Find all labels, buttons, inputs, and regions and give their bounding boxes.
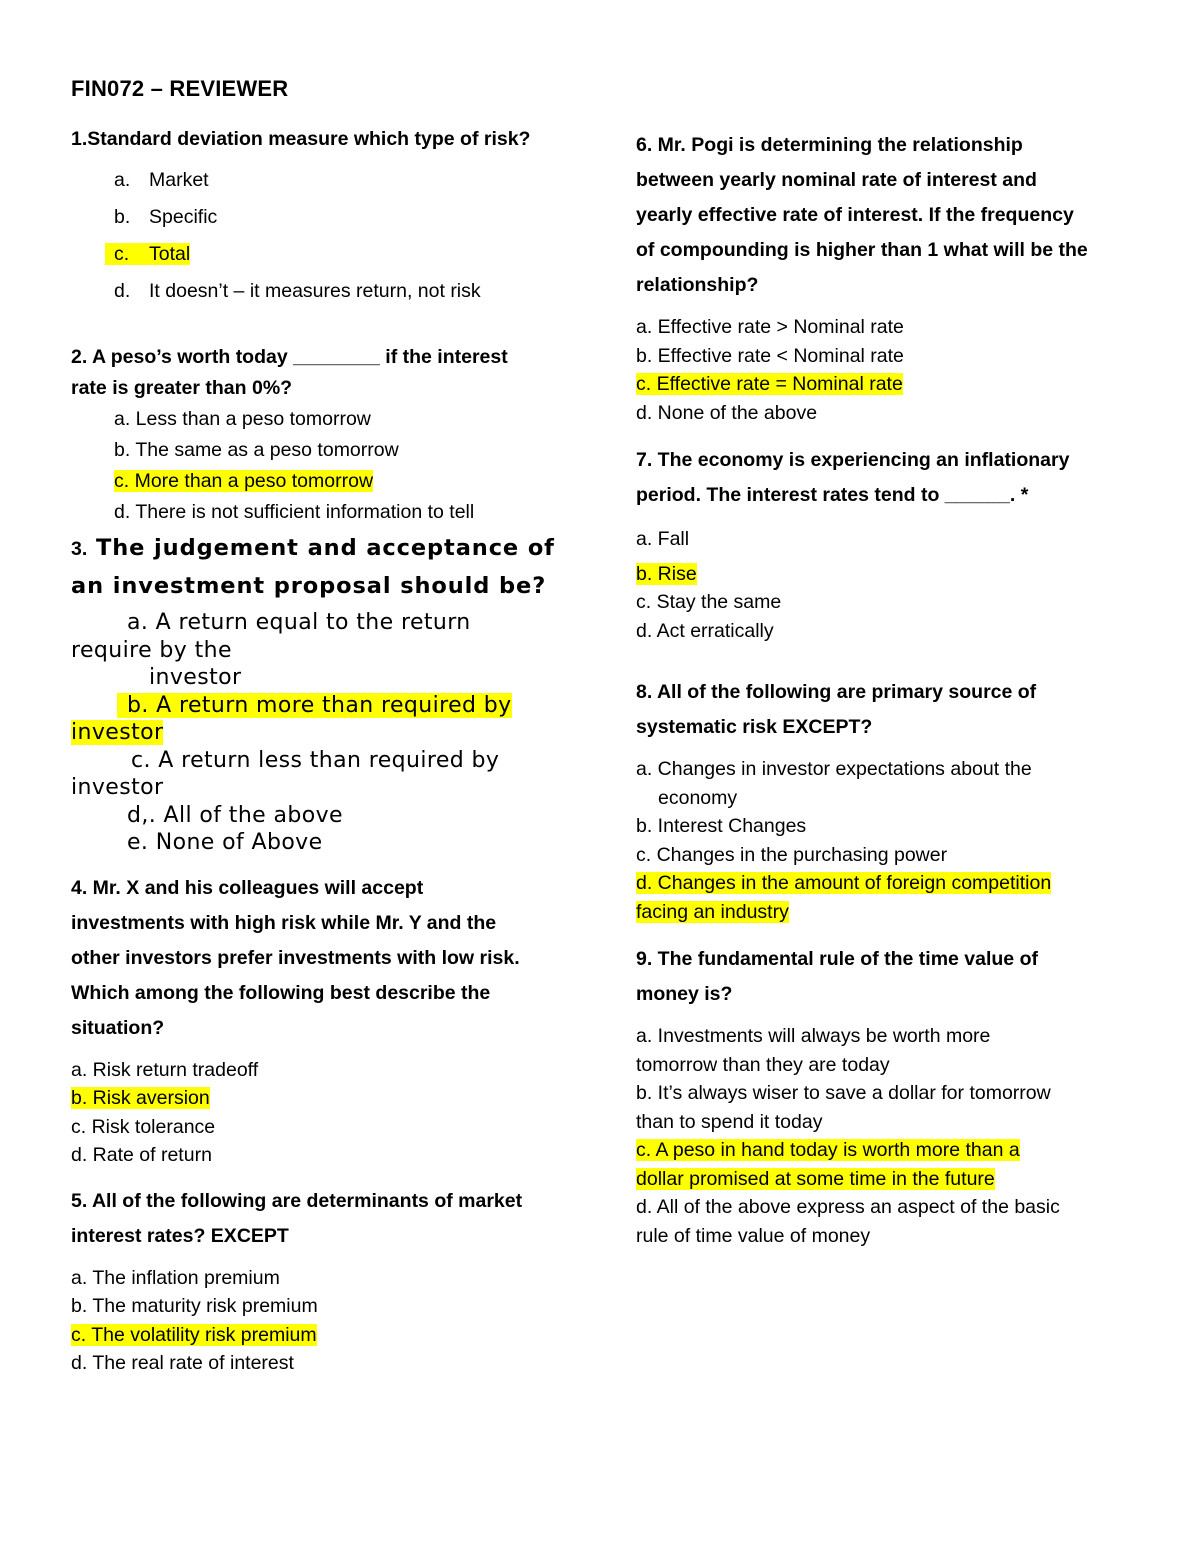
q8-option-a: a. Changes in investor expectations about the [636, 758, 1032, 780]
q2-option-c-highlight: c. More than a peso tomorrow [114, 470, 374, 492]
q1-option-a-label: a. [114, 169, 131, 191]
q2-option-d: d. There is not sufficient information to tell [114, 501, 475, 523]
question-2 [71, 342, 571, 528]
right-column [636, 128, 1136, 1250]
question-8-prompt-line-1: 8. All of the following are primary source of [636, 681, 1037, 703]
q1-option-a [71, 162, 571, 199]
question-1 [71, 122, 571, 310]
q3-option-a: a. A return equal to the return [127, 610, 471, 635]
q1-option-b-label: b. [114, 206, 131, 228]
q2-option-b: b. The same as a peso tomorrow [114, 439, 399, 461]
question-9 [636, 942, 1136, 1250]
q4-option-c: c. Risk tolerance [71, 1115, 216, 1138]
q5-option-c [71, 1321, 571, 1350]
q3-option-b [71, 692, 571, 720]
q1-option-c-highlight [105, 243, 190, 265]
q1-option-c-text: Total [149, 243, 191, 265]
q7-option-c: c. Stay the same [636, 591, 782, 613]
q1-option-c [71, 236, 571, 273]
question-4-prompt-line-4: Which among the following best describe the [71, 981, 491, 1004]
q3-option-b-cont-highlight: investor [71, 720, 164, 745]
q3-option-c: c. A return less than required by [131, 747, 500, 773]
q3-option-c-cont: investor [71, 775, 164, 800]
q4-option-d: d. Rate of return [71, 1144, 212, 1166]
question-1-prompt: 1.Standard deviation measure which type of risk? [71, 128, 531, 150]
q3-option-e: e. None of Above [127, 830, 323, 855]
question-6-prompt-line-3: yearly effective rate of interest. If the frequency [636, 204, 1074, 226]
q8-option-d-cont-highlight: facing an industry [636, 900, 789, 923]
left-column [71, 122, 571, 1378]
q8-option-b: b. Interest Changes [636, 815, 807, 837]
q3-option-d: d,. All of the above [127, 802, 343, 828]
q6-option-c [636, 370, 1136, 399]
q9-option-a-cont: tomorrow than they are today [636, 1053, 890, 1076]
q1-option-d-text: It doesn’t – it measures return, not risk [149, 280, 481, 302]
q3-option-a-cont-1: require by the [71, 637, 232, 663]
question-6 [636, 128, 1136, 427]
question-5-prompt-line-2: interest rates? EXCEPT [71, 1224, 289, 1247]
q4-option-b [71, 1084, 571, 1113]
question-2-prompt-line-2: rate is greater than 0%? [71, 377, 293, 399]
q9-option-c-cont-highlight: dollar promised at some time in the future [636, 1167, 995, 1190]
question-6-prompt-line-4: of compounding is higher than 1 what will be the [636, 239, 1088, 261]
q4-option-a: a. Risk return tradeoff [71, 1058, 259, 1081]
question-3-prompt-line-1 [71, 530, 571, 568]
q6-option-b: b. Effective rate < Nominal rate [636, 344, 904, 367]
q5-option-b: b. The maturity risk premium [71, 1295, 318, 1317]
q9-option-b-cont: than to spend it today [636, 1110, 823, 1133]
q1-option-c-label: c. [114, 243, 130, 265]
q9-option-a: a. Investments will always be worth more [636, 1025, 991, 1047]
q7-option-d: d. Act erratically [636, 619, 774, 642]
question-5-prompt-line-1: 5. All of the following are determinants of market [71, 1189, 523, 1212]
question-7-prompt-line-1: 7. The economy is experiencing an inflationary [636, 449, 1070, 471]
q1-option-d-label: d. [114, 280, 131, 302]
q7-option-b [636, 560, 1136, 589]
q5-option-c-highlight: c. The volatility risk premium [71, 1323, 317, 1346]
q7-option-a: a. Fall [636, 528, 690, 550]
q2-option-a: a. Less than a peso tomorrow [114, 408, 371, 430]
q9-option-d-cont: rule of time value of money [636, 1224, 871, 1247]
q1-option-a-text: Market [149, 169, 209, 191]
question-5 [71, 1184, 571, 1378]
question-4-prompt-line-5: situation? [71, 1016, 165, 1039]
page-title: FIN072 – REVIEWER [71, 76, 289, 101]
q9-option-d: d. All of the above express an aspect of the basic [636, 1196, 1060, 1218]
question-9-prompt-line-1: 9. The fundamental rule of the time value of [636, 948, 1038, 970]
question-4-prompt-line-3: other investors prefer investments with low risk. [71, 946, 520, 969]
q1-option-d [71, 273, 571, 310]
question-3 [71, 530, 571, 857]
question-3-prompt-text: The judgement and acceptance of [87, 535, 555, 561]
question-9-prompt-line-2: money is? [636, 983, 733, 1005]
q8-option-d [636, 869, 1136, 898]
q1-option-b-text: Specific [149, 206, 218, 228]
question-7 [636, 443, 1136, 645]
q8-option-a-cont: economy [658, 786, 738, 809]
question-8-prompt-line-2: systematic risk EXCEPT? [636, 716, 873, 738]
q3-option-b-cont [71, 719, 571, 747]
q6-option-a: a. Effective rate > Nominal rate [636, 316, 904, 338]
q9-option-c [636, 1136, 1136, 1165]
q3-option-a-cont-2: investor [149, 665, 242, 690]
q3-option-b-highlight: b. A return more than required by [117, 693, 512, 718]
q5-option-d: d. The real rate of interest [71, 1352, 294, 1374]
q2-option-c [71, 466, 571, 497]
question-4 [71, 871, 571, 1170]
q7-option-b-highlight: b. Rise [636, 562, 697, 585]
question-3-prompt-line-2: an investment proposal should be? [71, 573, 547, 599]
question-7-prompt-line-2: period. The interest rates tend to ______. * [636, 484, 1029, 506]
question-6-prompt-line-5: relationship? [636, 274, 759, 296]
question-3-number: 3. [71, 538, 88, 560]
question-8 [636, 675, 1136, 926]
q5-option-a: a. The inflation premium [71, 1266, 280, 1289]
q8-option-d-cont [636, 898, 1136, 927]
q8-option-d-highlight: d. Changes in the amount of foreign competition [636, 872, 1052, 894]
question-2-prompt-line-1: 2. A peso’s worth today ________ if the interest [71, 346, 508, 368]
q8-option-c: c. Changes in the purchasing power [636, 843, 948, 866]
q9-option-b: b. It’s always wiser to save a dollar for tomorrow [636, 1082, 1051, 1104]
question-6-prompt-line-2: between yearly nominal rate of interest and [636, 169, 1037, 191]
q1-option-b [71, 199, 571, 236]
q6-option-d: d. None of the above [636, 401, 818, 424]
q4-option-b-highlight: b. Risk aversion [71, 1087, 210, 1109]
q9-option-c-highlight: c. A peso in hand today is worth more than a [636, 1139, 1020, 1161]
question-6-prompt-line-1: 6. Mr. Pogi is determining the relationship [636, 134, 1023, 156]
question-4-prompt-line-2: investments with high risk while Mr. Y and the [71, 911, 497, 934]
q9-option-c-cont [636, 1165, 1136, 1194]
question-4-prompt-line-1: 4. Mr. X and his colleagues will accept [71, 876, 424, 899]
q6-option-c-highlight: c. Effective rate = Nominal rate [636, 373, 903, 395]
